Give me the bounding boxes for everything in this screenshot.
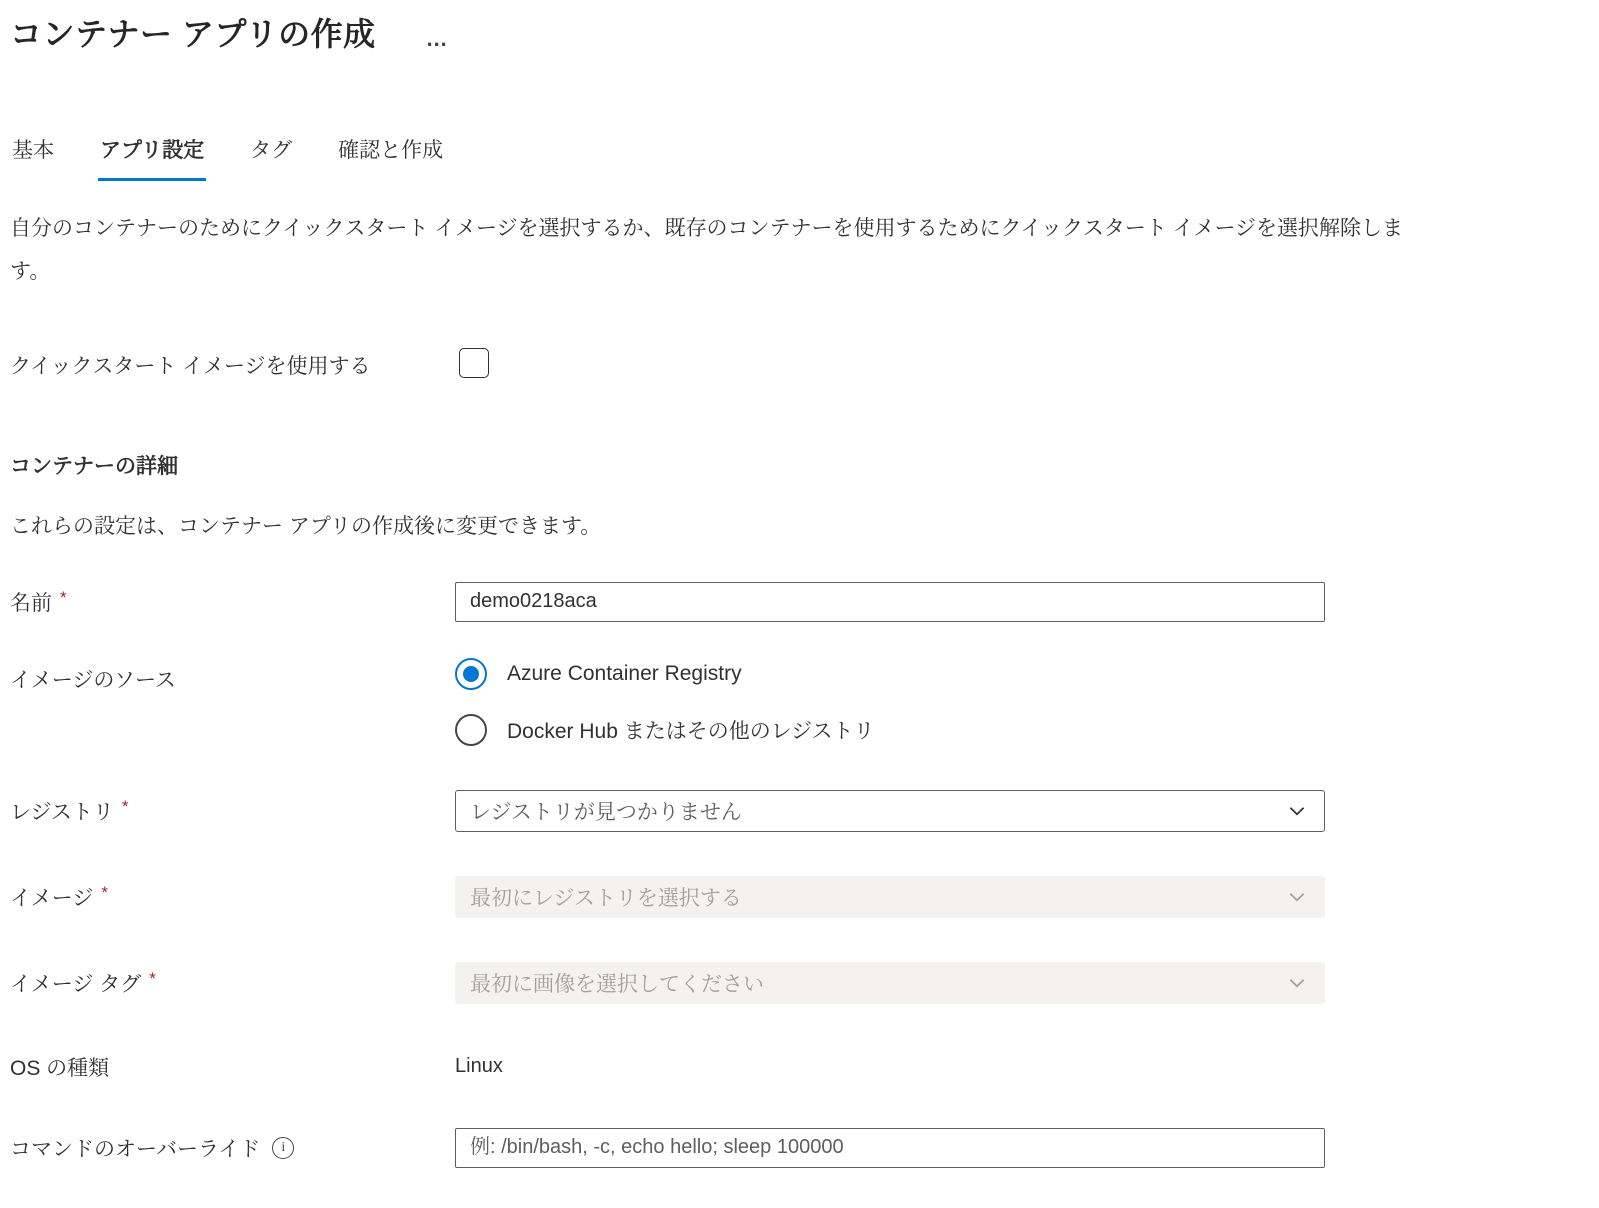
- quickstart-image-checkbox[interactable]: [459, 348, 489, 378]
- wizard-tabs: [10, 130, 1589, 181]
- image-tag-label: イメージ タグ *: [10, 968, 156, 996]
- required-asterisk: *: [149, 968, 156, 988]
- quickstart-row: [10, 345, 1589, 386]
- tab-basics[interactable]: 基本: [10, 130, 56, 181]
- os-type-value: Linux: [455, 1055, 503, 1078]
- container-details-heading: コンテナーの詳細: [10, 454, 178, 478]
- chevron-down-icon: [1286, 800, 1308, 822]
- image-source-radio-group: [455, 658, 1325, 746]
- radio-azure-container-registry[interactable]: Azure Container Registry: [455, 658, 1325, 690]
- chevron-down-icon: [1286, 886, 1308, 908]
- name-label: 名前 *: [10, 587, 67, 615]
- required-asterisk: *: [60, 587, 67, 607]
- os-type-label: OS の種類: [10, 1056, 110, 1080]
- required-asterisk: *: [101, 882, 108, 902]
- name-row: [10, 582, 1589, 622]
- image-dropdown: 最初にレジストリを選択する: [455, 876, 1325, 918]
- page-title: コンテナー アプリの作成: [10, 16, 376, 52]
- registry-label: レジストリ *: [10, 796, 129, 824]
- image-row: [10, 876, 1589, 918]
- image-source-row: [10, 658, 1589, 746]
- image-label: イメージ *: [10, 882, 108, 910]
- required-asterisk: *: [121, 796, 129, 816]
- registry-dropdown[interactable]: レジストリが見つかりません: [455, 790, 1325, 832]
- more-options-icon[interactable]: …: [422, 14, 454, 50]
- quickstart-label: クイックスタート イメージを使用する: [10, 355, 371, 379]
- tab-tags[interactable]: タグ: [248, 130, 294, 181]
- image-source-label: イメージのソース: [10, 668, 176, 692]
- chevron-down-icon: [1286, 972, 1308, 994]
- container-details-subtext: これらの設定は、コンテナー アプリの作成後に変更できます。: [10, 514, 602, 538]
- radio-docker-hub[interactable]: Docker Hub またはその他のレジストリ: [455, 714, 1325, 746]
- intro-text: 自分のコンテナーのためにクイックスタート イメージを選択するか、既存のコンテナーを使用するためにクイックスタート イメージを選択解除します。: [10, 216, 1404, 283]
- radio-selected-icon: [455, 658, 487, 690]
- tab-review-create[interactable]: 確認と作成: [336, 130, 445, 181]
- os-type-row: [10, 1052, 1589, 1082]
- info-icon[interactable]: i: [272, 1137, 294, 1159]
- command-override-row: [10, 1128, 1589, 1168]
- command-override-label: コマンドのオーバーライド i: [10, 1133, 455, 1163]
- image-tag-row: [10, 962, 1589, 1004]
- image-tag-dropdown: 最初に画像を選択してください: [455, 962, 1325, 1004]
- page-header: [10, 14, 1589, 56]
- name-input[interactable]: [455, 582, 1325, 622]
- registry-row: [10, 790, 1589, 832]
- tab-app-settings[interactable]: アプリ設定: [98, 130, 206, 181]
- command-override-input[interactable]: [455, 1128, 1325, 1168]
- radio-unselected-icon: [455, 714, 487, 746]
